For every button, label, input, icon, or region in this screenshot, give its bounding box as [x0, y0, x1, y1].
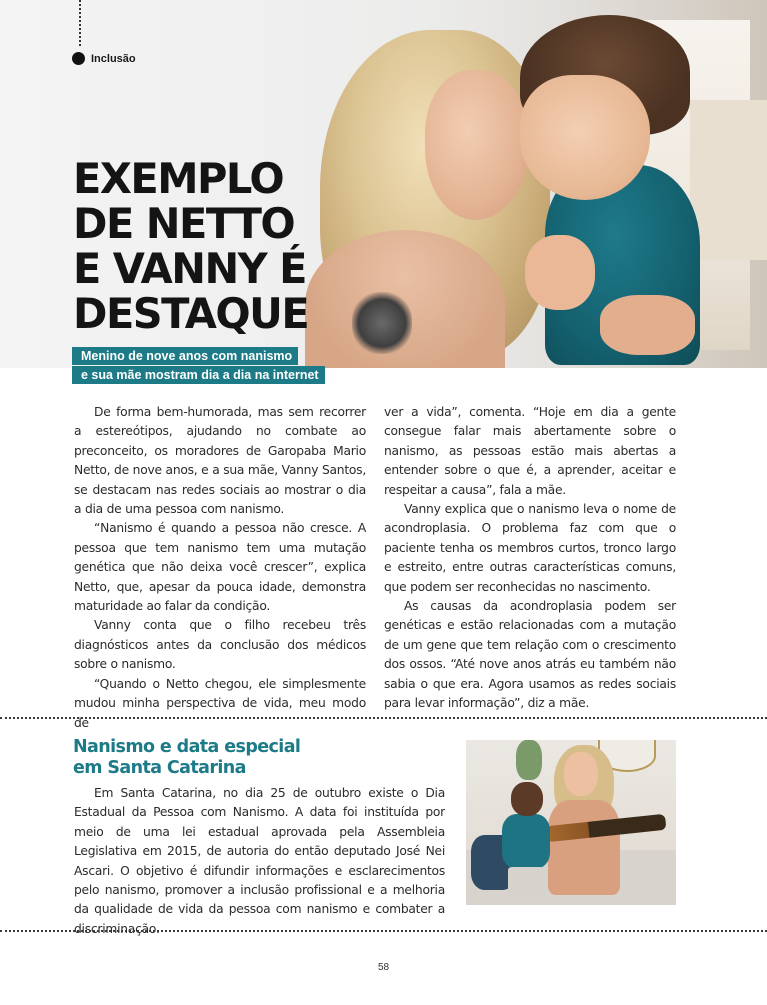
- page-number: 58: [377, 962, 390, 973]
- paragraph: As causas da acondroplasia podem ser genéticas e estão relacionadas com a mutação de um gene que tem relação com o crescimento dos ossos. “Até nove anos atrás eu também não sabia o que era. Agora usamos as redes sociais para levar informação”, diz a mãe.: [384, 599, 676, 711]
- mother-hand: [600, 295, 695, 355]
- mother-body: [548, 800, 620, 895]
- headline-line: DESTAQUE: [73, 289, 309, 338]
- headline: [73, 156, 323, 336]
- box-body: [74, 784, 445, 939]
- mother-face: [564, 752, 598, 796]
- paragraph: Vanny conta que o filho recebeu três diagnósticos antes da conclusão dos médicos sobre o nanismo.: [74, 618, 366, 672]
- divider-top: [0, 717, 767, 719]
- deck-line: Menino de nove anos com nanismo: [72, 347, 298, 365]
- section-dot-icon: [72, 52, 85, 65]
- boy-face: [520, 75, 650, 200]
- background-shelf: [690, 100, 767, 260]
- paragraph: ver a vida”, comenta. “Hoje em dia a gente consegue falar mais abertamente sobre o nanismo, as pessoas estão mais abertas a entender sobre o que é, a aprender, aceitar e respeitar a causa”, fala a mãe.: [384, 405, 676, 497]
- divider-bottom: [0, 930, 767, 932]
- box-title: [73, 737, 373, 779]
- article-column-right: [384, 403, 676, 714]
- box-title-line: em Santa Catarina: [73, 758, 246, 778]
- headline-line: E VANNY É: [73, 244, 307, 293]
- tattoo: [352, 292, 412, 354]
- box-title-line: Nanismo e data especial: [73, 737, 301, 757]
- deck-subtitle: [72, 347, 325, 385]
- family-guitar-photo: [466, 740, 676, 905]
- section-label: Inclusão: [91, 52, 136, 65]
- headline-line: DE NETTO: [73, 199, 295, 248]
- paragraph: Em Santa Catarina, no dia 25 de outubro existe o Dia Estadual da Pessoa com Nanismo. A data foi instituída por meio de uma lei estadual aprovada pela Assembleia Legislativa em 2015, de autoria do então deputado José Nei Ascari. O objetivo é difundir informações e esclarecimentos pelo nanismo, promover a inclusão profissional e a melhoria da qualidade de vida da pessoa com nanismo e combater a discriminação.: [74, 786, 445, 936]
- boy-head: [511, 782, 543, 816]
- mother-shoulder: [305, 230, 505, 368]
- section-tag: [72, 52, 136, 65]
- boy-legs: [508, 867, 548, 897]
- plant: [516, 740, 542, 780]
- paragraph: “Nanismo é quando a pessoa não cresce. A pessoa que tem nanismo tem uma mutação genética que não deixa você crescer”, explica Netto, que, apesar da pouca idade, demonstra maturidade ao falar da condição.: [74, 521, 366, 614]
- paragraph: De forma bem-humorada, mas sem recorrer a estereótipos, ajudando no combate ao preconceito, os moradores de Garopaba Mario Netto, de nove anos, e a sua mãe, Vanny Santos, se destacam nas redes sociais ao mostrar o dia a dia de uma pessoa com nanismo.: [74, 405, 366, 517]
- headline-line: EXEMPLO: [73, 154, 284, 203]
- section-connector-line: [79, 0, 81, 46]
- paragraph: “Quando o Netto chegou, ele simplesmente mudou minha perspectiva de vida, meu modo de: [74, 676, 366, 730]
- article-column-left: [74, 403, 366, 733]
- deck-line: e sua mãe mostram dia a dia na internet: [72, 366, 325, 384]
- paragraph: Vanny explica que o nanismo leva o nome de acondroplasia. O problema faz com que o paciente tenha os membros curtos, tronco largo e estreito, entre outras características comuns, que podem ser reconhecidas no nascimento.: [384, 502, 676, 594]
- boy-body: [502, 814, 550, 869]
- boy-arm: [525, 235, 595, 310]
